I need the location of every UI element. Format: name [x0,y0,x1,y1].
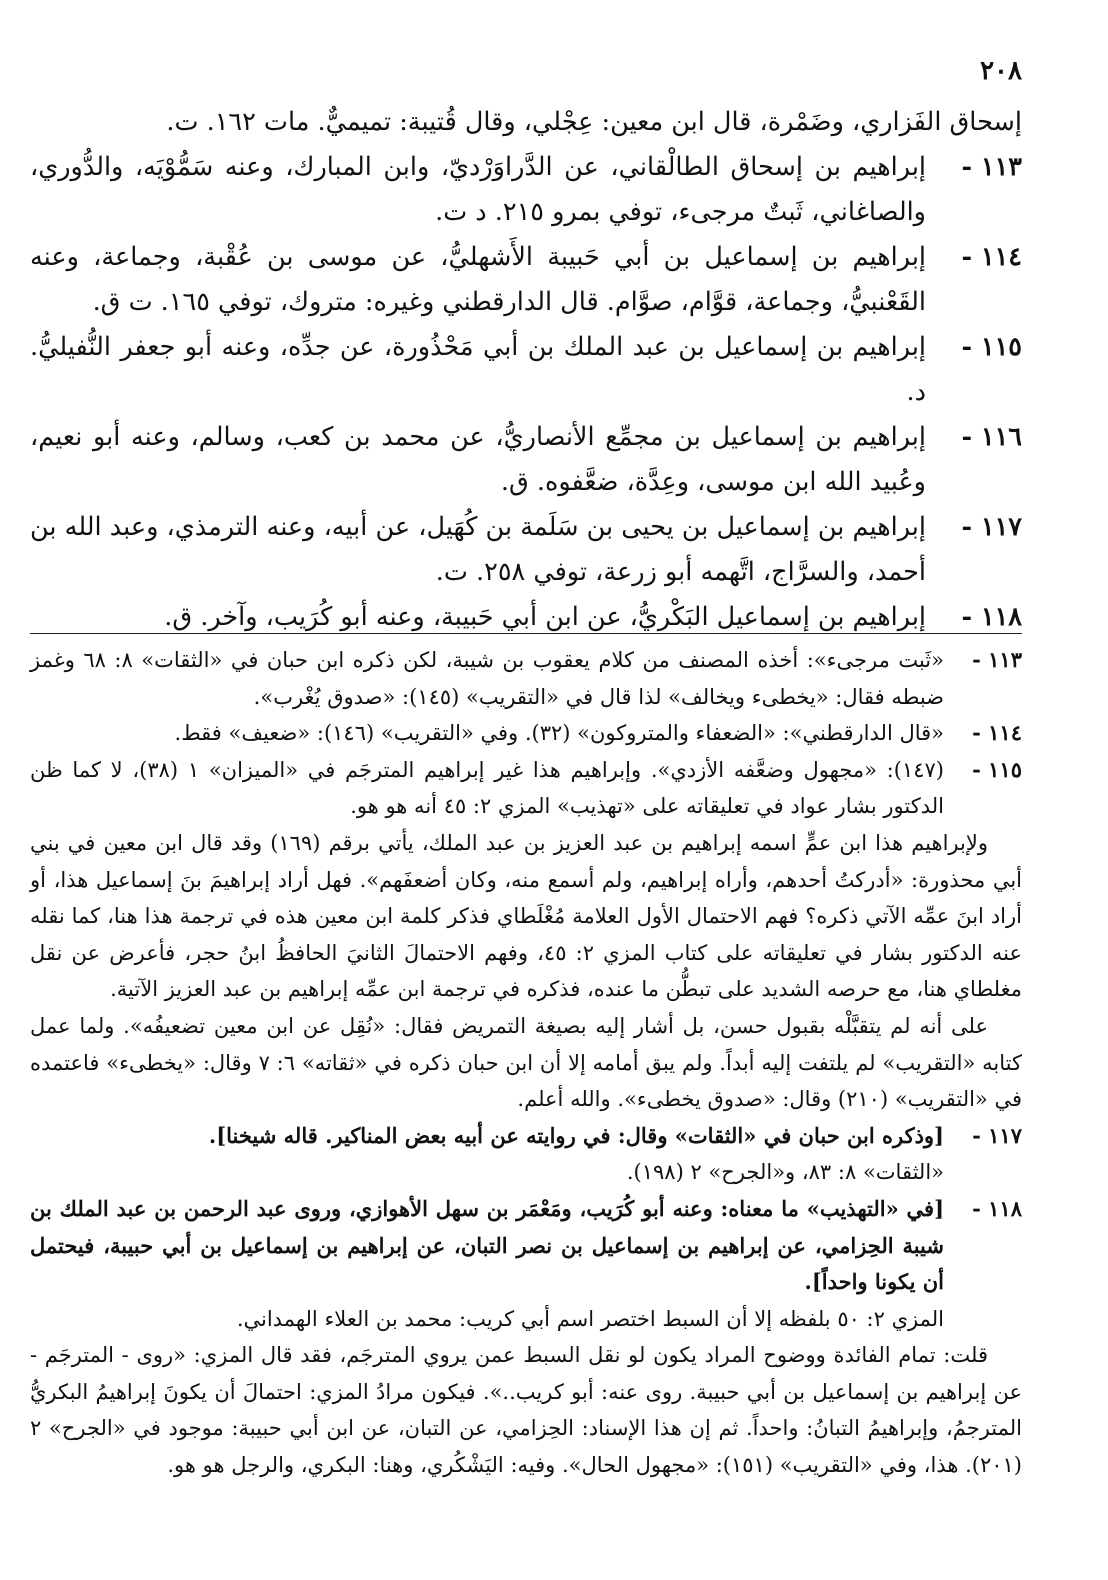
entry [21,235,1022,325]
entry-continuation [30,100,1022,145]
footnote-paragraph [30,1337,1022,1483]
main-text [21,100,1022,640]
entry [21,325,1022,415]
footnote-number: ١١٨ - [972,1195,1022,1221]
footnote [30,1118,1022,1155]
footnote-number: ١١٤ - [972,720,1022,746]
footnote-number: ١١٥ - [972,756,1022,782]
footnote-text: [وذكره ابن حبان في «الثقات» وقال: في روايته عن أبيه بعض المناكير. قاله شيخنا]. [208,1122,944,1148]
footnote-text: المزي ٢: ٥٠ بلفظه إلا أن السبط اختصر اسم أبي كريب: محمد بن العلاء الهمداني. [236,1306,944,1331]
footnote-text: قلت: تمام الفائدة ووضوح المراد يكون لو نقل السبط عمن يروي المترجَم، فقد قال المزي: «روى - المترجَم - عن إبراهيم بن إسماعيل بن أبي حبيبة. روى عنه: أبو كريب..». فيكون مرادُ المزي: احتمالَ أن يكونَ إبراهيمُ البكريُّ المترجمُ، وإبراهيمُ التبانُ: واحداً. ثم إن هذا الإسناد: الحِزامي، عن التبان، عن ابن أبي حبيبة: موجود في «الجرح» ٢ (٢٠١). هذا، وفي «التقريب» (١٥١): «مجهول الحال». وفيه: اليَشْكُري، وهنا: البكري، والرجل هو هو. [30,1343,1022,1478]
entry [21,145,1022,235]
entry-text: إبراهيم بن إسماعيل البَكْريُّ، عن ابن أبي حَبيبة، وعنه أبو كُرَيب، وآخر. ق. [164,602,926,632]
entry [21,505,1022,595]
footnote [30,715,1022,752]
footnote [30,752,1022,825]
entry-text: إبراهيم بن إسحاق الطالْقاني، عن الدَّراوَرْديّ، وابن المبارك، وعنه سَمُّوْيَه، والدُّوري، والصاغاني، ثَبتٌ مرجىء، توفي بمرو ٢١٥. د ت. [21,152,926,227]
entry [21,415,1022,505]
entry-number: ١١٥ - [961,332,1022,362]
entry-text: إبراهيم بن إسماعيل بن عبد الملك بن أبي مَحْذُورة، عن جدِّه، وعنه أبو جعفر النُّفيليُّ. د. [21,332,926,407]
footnote-number: ١١٣ - [972,647,1022,672]
entry-text: إبراهيم بن إسماعيل بن يحيى بن سَلَمة بن كُهَيل، عن أبيه، وعنه الترمذي، وعبد الله بن أحمد، والسرَّاج، اتَّهمه أبو زرعة، توفي ٢٥٨. ت. [21,512,926,587]
entry-text: إبراهيم بن إسماعيل بن مجمِّع الأنصاريُّ، عن محمد بن كعب، وسالم، وعنه أبو نعيم، وعُبيد الله ابن موسى، وعِدَّة، ضعَّفوه. ق. [21,422,926,497]
footnote-paragraph [30,1008,1022,1118]
footnote-divider [30,633,1022,634]
book-page [21,50,1022,1560]
footnotes [30,642,1022,1484]
footnote-text: [في «التهذيب» ما معناه: وعنه أبو كُرَيب، ومَعْمَر بن سهل الأهوازي، وروى عبد الرحمن بن عبد الملك بن شيبة الحِزامي، عن إبراهيم بن إسماعيل بن نصر التبان، عن إبراهيم بن إسماعيل بن أبي حبيبة، فيحتمل أن يكونا واحداً]. [30,1195,944,1295]
footnote-text: «قال الدارقطني»: «الضعفاء والمتروكون» (٣٢). وفي «التقريب» (١٤٦): «ضعيف» فقط. [174,721,944,746]
footnote-text: على أنه لم يتقبَّلْه بقبول حسن، بل أشار إليه بصيغة التمريض فقال: «نُقِل عن ابن معين تضعيفُه». ولما عمل كتابه «التقريب» لم يلتفت إليه أبداً. ولم يبق أمامه إلا أن ابن حبان ذكره في «ثقاته» ٦: ٧ وقال: «يخطىء» فاعتمده في «التقريب» (٢١٠) وقال: «صدوق يخطىء». والله أعلم. [30,1013,1022,1112]
footnote-number: ١١٧ - [972,1122,1022,1148]
footnote-paragraph [30,825,1022,1008]
entry-number: ١١٦ - [961,422,1022,452]
footnote-paragraph [30,1301,1022,1338]
footnote-text: «الثقات» ٨: ٨٣، و«الجرح» ٢ (١٩٨). [626,1160,944,1185]
entry-number: ١١٧ - [961,512,1022,542]
entry-number: ١١٤ - [961,242,1022,272]
footnote-text: (١٤٧): «مجهول وضعَّفه الأزدي». وإبراهيم هذا غير إبراهيم المترجَم في «الميزان» ١ (٣٨)، لا كما ظن الدكتور بشار عواد في تعليقاته على «تهذيب» المزي ٢: ٤٥ أنه هو هو. [30,757,944,819]
entry-number: ١١٣ - [961,152,1022,182]
footnote-text: ولإبراهيم هذا ابن عمٍّ اسمه إبراهيم بن عبد العزيز بن عبد الملك، يأتي برقم (١٦٩) وقد قال ابن معين في بني أبي محذورة: «أدركتُ أحدهم، وأراه إبراهيم، ولم أسمع منه، وكان أضعفَهم». فهل أراد إبراهيمَ بنَ إسماعيل هذا، أو أراد ابنَ عمِّه الآتي ذكره؟ فهم الاحتمال الأول العلامة مُغْلَطاي فذكر كلمة ابن معين هذه في ترجمة هذا هنا، كما نقله عنه الدكتور بشار في تعليقاته على كتاب المزي ٢: ٤٥، وفهم الاحتمالَ الثانيَ الحافظُ ابنُ حجر، فأعرض عن نقل مغلطاي هنا، مع حرصه الشديد على تبطُّن ما عنده، فذكره في ترجمة ابن عمِّه إبراهيم بن عبد العزيز الآتية. [30,830,1022,1002]
footnote [30,1191,1022,1301]
page-number: ٢٠٨ [980,56,1022,86]
footnote-text: «ثَبت مرجىء»: أخذه المصنف من كلام يعقوب بن شيبة، لكن ذكره ابن حبان في «الثقات» ٨: ٦٨ وغمز ضبطه فقال: «يخطىء ويخالف» لذا قال في «التقريب» (١٤٥): «صدوق يُغْرب». [30,648,944,709]
footnote [30,642,1022,715]
entry-number: ١١٨ - [961,602,1022,632]
entry-text: إبراهيم بن إسماعيل بن أبي حَبيبة الأَشهليُّ، عن موسى بن عُقْبة، وجماعة، وعنه القَعْنبيُّ، وجماعة، قوَّام، صوَّام. قال الدارقطني وغيره: متروك، توفي ١٦٥. ت ق. [21,242,926,317]
entry-text: إسحاق الفَزاري، وضَمْرة، قال ابن معين: عِجْلي، وقال قُتيبة: تميميٌّ. مات ١٦٢. ت. [166,107,1022,137]
footnote-paragraph [30,1154,1022,1191]
